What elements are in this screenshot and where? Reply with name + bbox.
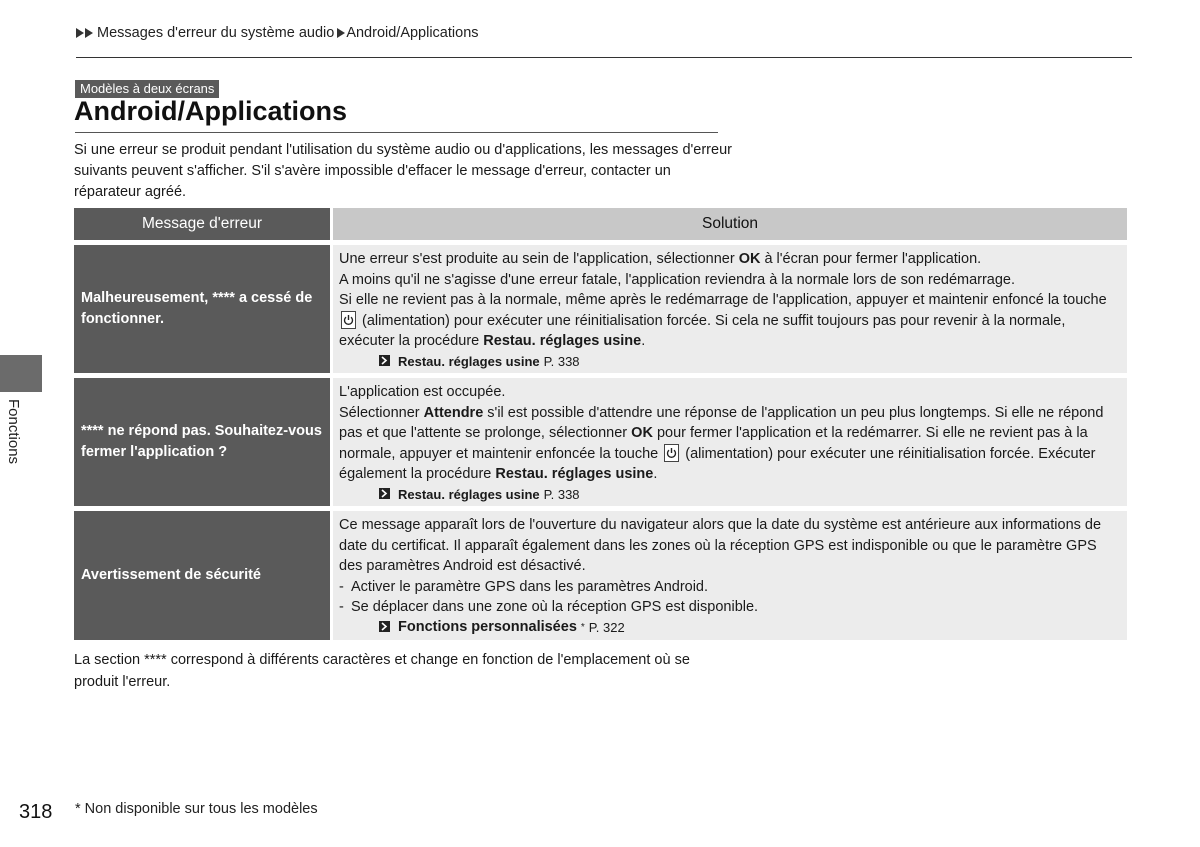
breadcrumb-arrow-icon <box>85 28 93 38</box>
table-row <box>74 378 1127 506</box>
solution-cell: Une erreur s'est produite au sein de l'application, sélectionner OK à l'écran pour fermer l'application. A moins qu'il ne s'agisse d'une erreur fatale, l'application reviendra à la normale lors de son redémarrage. Si elle ne revient pas à la normale, même après le redémarrage de l'application, appuyer et maintenir enfoncé la touche (alimentation) pour exécuter une réinitialisation forcée. Si cela ne suffit toujours pas pour revenir à la normale, exécuter la procédure Restau. réglages usine. Restau. réglages usine P. 338 <box>333 245 1127 373</box>
header-solution: Solution <box>333 208 1127 240</box>
error-message-cell: Malheureusement, **** a cessé de fonctionner. <box>74 245 330 373</box>
reference-arrow-icon <box>379 352 390 371</box>
note-paragraph: La section **** correspond à différents caractères et change en fonction de l'emplacement où se produit l'erreur. <box>74 652 690 690</box>
chapter-label: Fonctions <box>5 399 22 465</box>
header-divider <box>76 57 1132 58</box>
table-header <box>74 208 1127 240</box>
reference-arrow-icon <box>379 485 390 504</box>
list-item: - Activer le paramètre GPS dans les paramètres Android. <box>339 578 709 595</box>
intro-paragraph: Si une erreur se produit pendant l'utilisation du système audio ou d'applications, les messages d'erreur suivants peuvent s'afficher. S'il s'avère impossible d'effacer le message d'erreur, contacter un réparateur agréé. <box>74 142 732 200</box>
list-item: - Se déplacer dans une zone où la réception GPS est disponible. <box>339 599 759 615</box>
cross-reference-link[interactable]: Fonctions personnalisées * P. 322 <box>339 618 1121 637</box>
section-tag: Modèles à deux écrans <box>75 80 219 98</box>
solution-cell: L'application est occupée. Sélectionner Attendre s'il est possible d'attendre une réponse de l'application un peu plus longtemps. Si elle ne répond pas et que l'attente se prolonge, sélectionner OK pour fermer l'application et la redémarrer. Si elle ne revient pas à la normale, appuyer et maintenir enfoncée la touche (alimentation) pour exécuter une réinitialisation forcée. Exécuter également la procédure Restau. réglages usine. Restau. réglages usine P. 338 <box>333 378 1127 506</box>
error-table <box>74 208 1127 640</box>
title-divider <box>75 132 718 133</box>
footnote: * Non disponible sur tous les modèles <box>75 801 318 817</box>
cross-reference-link[interactable]: Restau. réglages usine P. 338 <box>339 352 1121 371</box>
table-row <box>74 245 1127 373</box>
power-button-icon <box>664 444 679 462</box>
breadcrumb-item-current: Android/Applications <box>346 25 479 41</box>
breadcrumb-arrow-icon <box>76 28 84 38</box>
cross-reference-link[interactable]: Restau. réglages usine P. 338 <box>339 485 1121 504</box>
error-message-cell: **** ne répond pas. Souhaitez-vous fermer l'application ? <box>74 378 330 506</box>
table-row <box>74 511 1127 640</box>
page-number: 318 <box>19 801 53 823</box>
error-message-cell: Avertissement de sécurité <box>74 511 330 640</box>
breadcrumb-item-parent[interactable]: Messages d'erreur du système audio <box>97 25 335 41</box>
solution-cell: Ce message apparaît lors de l'ouverture du navigateur alors que la date du système est antérieure aux informations de date du certificat. Il apparaît également dans les zones où la réception GPS est indisponible ou que le paramètre GPS des paramètres Android est désactivé. - Activer le paramètre GPS dans les paramètres Android. - Se déplacer dans une zone où la réception GPS est disponible. Fonctions personnalisées * P. 322 <box>333 511 1127 640</box>
header-message: Message d'erreur <box>74 208 330 240</box>
breadcrumb <box>76 25 479 41</box>
breadcrumb-arrow-icon <box>337 28 345 38</box>
reference-arrow-icon <box>379 618 390 637</box>
page-title: Android/Applications <box>74 96 347 126</box>
chapter-tab[interactable] <box>0 355 42 392</box>
power-button-icon <box>341 311 356 329</box>
